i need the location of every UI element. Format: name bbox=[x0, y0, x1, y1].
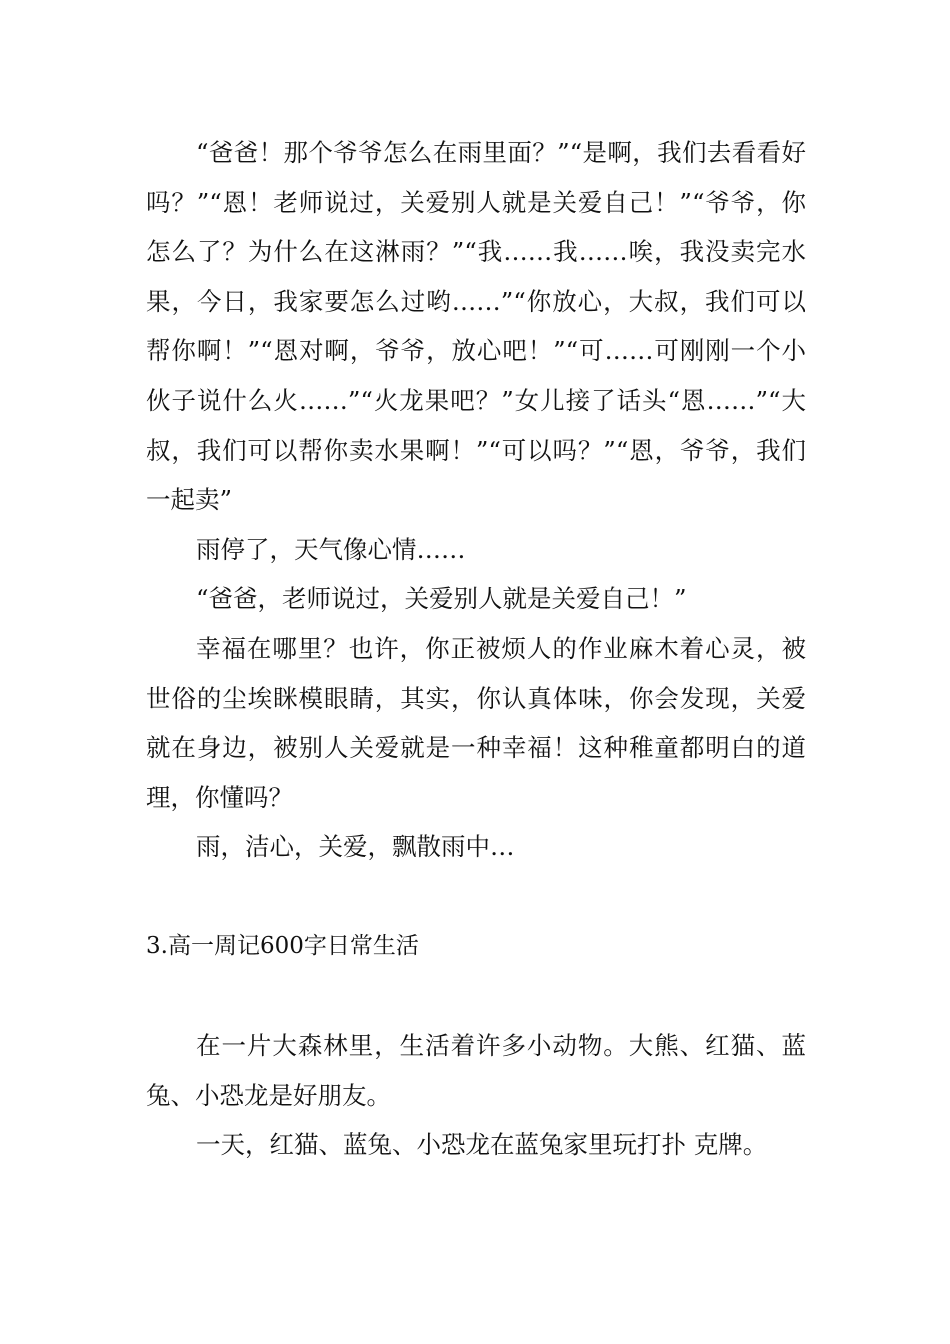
paragraph: “爸爸！那个爷爷怎么在雨里面？”“是啊，我们去看看好吗？”“恩！老师说过，关爱别人就是关爱自己！”“爷爷，你怎么了？为什么在这淋雨？”“我……我……唉，我没卖完水果，今日，我家要怎么过哟……”“你放心，大叔，我们可以帮你啊！”“恩对啊，爷爷，放心吧！”“可……可刚刚一个小伙子说什么火……”“火龙果吧？”女儿接了话头“恩……”“大叔，我们可以帮你卖水果啊！”“可以吗？”“恩，爷爷，我们一起卖” bbox=[146, 138, 806, 515]
paragraph: 雨停了，天气像心情…… bbox=[196, 534, 466, 564]
spacer bbox=[146, 872, 806, 922]
section-heading: 3.高一周记600字日常生活 bbox=[146, 932, 419, 959]
document-page bbox=[146, 128, 806, 1170]
paragraph: 幸福在哪里？也许，你正被烦人的作业麻木着心灵，被世俗的尘埃眯模眼睛，其实，你认真体味，你会发现，关爱就在身边，被别人关爱就是一种幸福！这种稚童都明白的道理，你懂吗？ bbox=[146, 633, 806, 812]
spacer bbox=[146, 970, 806, 1021]
paragraph: “爸爸，老师说过，关爱别人就是关爱自己！” bbox=[196, 584, 687, 614]
paragraph: 雨，洁心，关爱，飘散雨中… bbox=[196, 832, 515, 862]
paragraph: 一天，红猫、蓝兔、小恐龙在蓝兔家里玩打扑 克牌。 bbox=[196, 1130, 768, 1160]
paragraph: 在一片大森林里，生活着许多小动物。大熊、红猫、蓝兔、小恐龙是好朋友。 bbox=[146, 1030, 806, 1110]
